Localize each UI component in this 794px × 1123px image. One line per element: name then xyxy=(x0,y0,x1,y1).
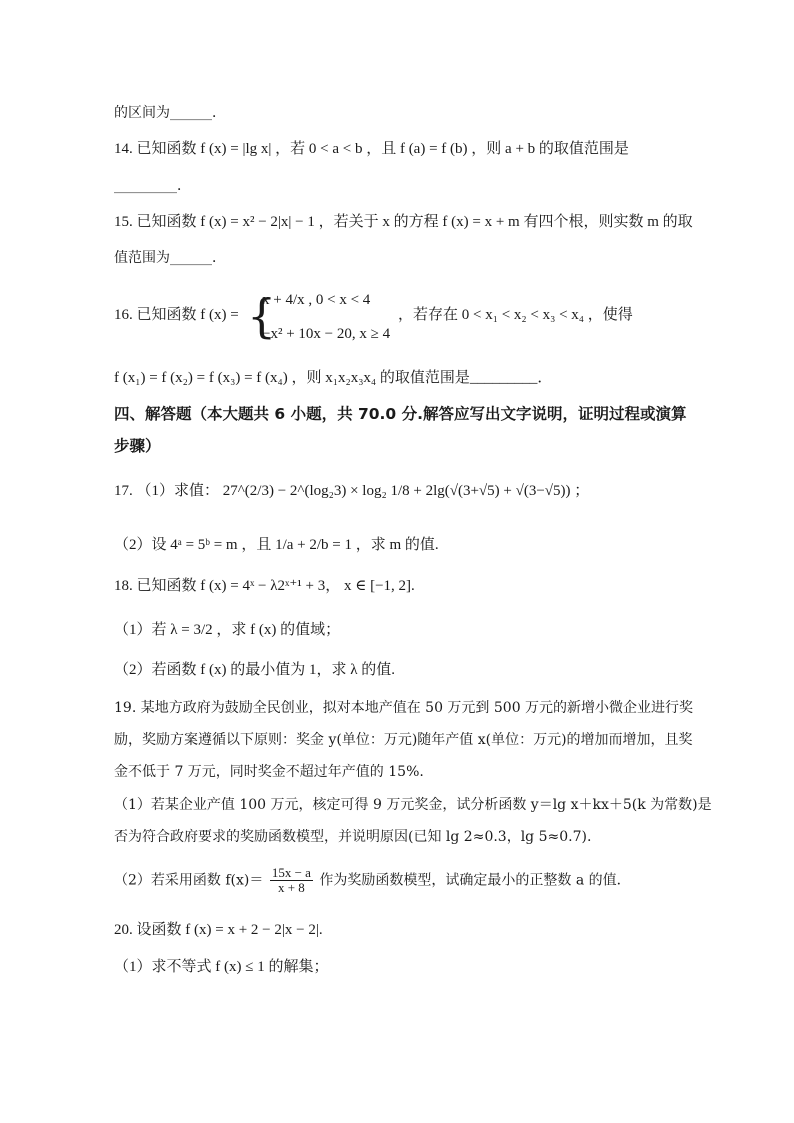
section-heading: 四、解答题（本大题共 6 小题，共 70.0 分.解答应写出文字说明，证明过程或演算 xyxy=(114,405,687,423)
q17-suffix: ； xyxy=(574,483,590,499)
q17-expression: 27^(2/3) − 2^(log₂3) × log₂ 1/8 + 2lg(√(3+√5) + √(3−√5)) xyxy=(222,483,571,499)
question-17-part-1 xyxy=(114,481,694,501)
piecewise-case-1: x + 4/x , 0 < x < 4 xyxy=(262,292,371,308)
text-line: 金不低于 7 万元，同时奖金不超过年产值的 15%. xyxy=(114,764,424,780)
question-18-part-2: （2）若函数 f (x) 的最小值为 1，求 λ 的值. xyxy=(114,662,396,678)
fraction-denominator: x + 8 xyxy=(277,880,305,895)
question-16-suffix: ，若存在 0 < x₁ < x₂ < x₃ < x₄ ，使得 xyxy=(398,307,633,323)
question-15: 15. 已知函数 f (x) = x² − 2|x| − 1 ，若关于 x 的方程 f (x) = x + m 有四个根，则实数 m 的取 xyxy=(114,214,693,230)
question-19-part-2 xyxy=(114,866,694,895)
question-14: 14. 已知函数 f (x) = |lg x| ，若 0 < a < b ，且 f (a) = f (b) ，则 a + b 的取值范围是 xyxy=(114,141,629,157)
question-19-part-1: （1）若某企业产值 100 万元，核定可得 9 万元奖金，试分析函数 y＝lg x＋kx＋5(k 为常数)是 xyxy=(114,797,712,813)
text-line: 否为符合政府要求的奖励函数模型，并说明原因(已知 lg 2≈0.3，lg 5≈0.7). xyxy=(114,829,592,845)
q17-prefix: 17. （1）求值： xyxy=(114,483,220,499)
answer-blank: _________． xyxy=(114,178,191,194)
question-20-part-1: （1）求不等式 f (x) ≤ 1 的解集； xyxy=(114,959,329,975)
question-16-prefix: 16. 已知函数 f (x) = xyxy=(114,307,239,323)
q19-part2-suffix: 作为奖励函数模型，试确定最小的正整数 a 的值． xyxy=(319,872,631,889)
question-18: 18. 已知函数 f (x) = 4ˣ − λ2ˣ⁺¹ + 3， x ∈ [−1, 2]. xyxy=(114,578,415,594)
question-18-part-1: （1）若 λ = 3/2 ，求 f (x) 的值域； xyxy=(114,622,341,638)
q19-part2-prefix: （2）若采用函数 f(x)＝ xyxy=(114,872,264,889)
piecewise-brace: { xyxy=(247,289,277,343)
q19-fraction xyxy=(270,866,313,895)
fraction-numerator: 15x − a xyxy=(271,865,311,880)
question-17-part-2: （2）设 4ᵃ = 5ᵇ = m ，且 1/a + 2/b = 1 ，求 m 的值. xyxy=(114,537,439,553)
section-heading-continued: 步骤） xyxy=(114,437,161,455)
question-19: 19. 某地方政府为鼓励全民创业，拟对本地产值在 50 万元到 500 万元的新增小微企业进行奖 xyxy=(114,700,694,716)
text-line: 的区间为______． xyxy=(114,105,226,121)
piecewise-case-2: −x² + 10x − 20, x ≥ 4 xyxy=(262,326,391,342)
text-line: 励，奖励方案遵循以下原则：奖金 y(单位：万元)随年产值 x(单位：万元)的增加而增加，且奖 xyxy=(114,732,693,748)
question-16-continued: f (x₁) = f (x₂) = f (x₃) = f (x₄) ，则 x₁x₂x₃x₄ 的取值范围是_________． xyxy=(114,370,553,386)
text-line: 值范围为______． xyxy=(114,250,226,266)
question-20: 20. 设函数 f (x) = x + 2 − 2|x − 2|. xyxy=(114,922,323,938)
